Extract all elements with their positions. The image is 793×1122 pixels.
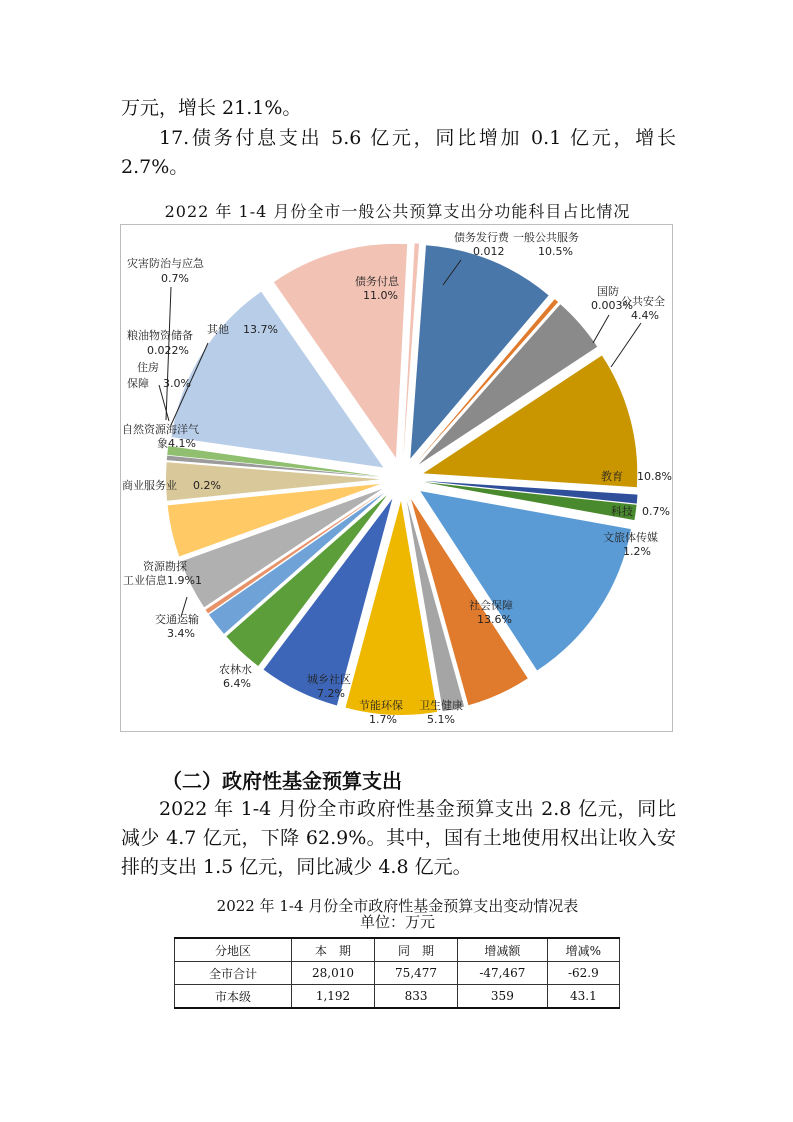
table-cell: 75,477 [375, 962, 458, 985]
table-cell: 28,010 [292, 962, 375, 985]
section-heading: （二）政府性基金预算支出 [162, 769, 402, 793]
table-cell: 1,192 [292, 985, 375, 1009]
label-other: 其他 [207, 323, 229, 336]
label-housing: 住房保障 3.0% [127, 361, 191, 390]
label-technology-pct: 0.7% [642, 505, 670, 518]
col-header-change-pct: 增减% [547, 938, 619, 962]
label-social-security: 社会保障 13.6% [469, 599, 513, 626]
label-natural-resources: 自然资源海洋气象4.1% [122, 423, 199, 450]
label-technology: 科技 [611, 505, 633, 518]
pie-chart [121, 225, 672, 731]
leader-line-defense [593, 315, 609, 343]
paragraph-continuation: 万元，增长 21.1%。 [121, 97, 302, 119]
label-health: 卫生健康 5.1% [419, 699, 463, 726]
label-fiscal-expense: 债务发行费 0.012 [454, 231, 509, 258]
label-public-security: 公共安全 4.4% [621, 295, 665, 322]
table-header-row [175, 938, 620, 962]
col-header-current: 本 期 [292, 938, 375, 962]
label-commerce: 商业服务业 [122, 479, 177, 492]
label-energy-saving: 节能环保 1.7% [359, 699, 403, 726]
label-other-pct: 13.7% [243, 323, 278, 336]
paragraph-debt-interest: 17.债务付息支出 5.6 亿元，同比增加 0.1 亿元，增长 2.7%。 [121, 127, 676, 178]
table-cell: 833 [375, 985, 458, 1009]
label-debt-interest: 债务付息 11.0% [355, 275, 399, 302]
label-disaster-prevention: 灾害防治与应急 0.7% [127, 257, 204, 285]
table-cell: 市本级 [175, 985, 292, 1009]
label-education: 教育 [601, 470, 623, 483]
table-cell: 43.1 [547, 985, 619, 1009]
leader-line-public-security [611, 323, 641, 367]
table-cell: 全市合计 [175, 962, 292, 985]
label-grain-reserve: 粮油物资储备 0.022% [127, 329, 193, 357]
table-row [175, 962, 620, 985]
table-row [175, 985, 620, 1009]
fund-expenditure-table [174, 937, 620, 1009]
paragraph-fund-budget: 2022 年 1-4 月份全市政府性基金预算支出 2.8 亿元，同比减少 4.7 亿元，下降 62.9%。其中，国有土地使用权出让收入安排的支出 1.5 亿元，同比减少 4.8 亿元。 [121, 798, 676, 878]
label-resource-exploration: 资源勘探工业信息1.9%1 [123, 560, 202, 587]
label-urban-rural: 城乡社区 7.2% [307, 673, 351, 700]
col-header-change: 增减额 [458, 938, 548, 962]
col-header-prior: 同 期 [375, 938, 458, 962]
label-agriculture: 农林水 6.4% [219, 663, 252, 690]
table-unit: 单位：万元 [359, 913, 435, 931]
label-defense: 国防 0.003% [591, 285, 633, 312]
table-cell: -62.9 [547, 962, 619, 985]
label-transport: 交通运输 3.4% [155, 613, 199, 640]
table-title: 2022 年 1-4 月份全市政府性基金预算支出变动情况表 [216, 897, 579, 915]
table-cell: -47,467 [458, 962, 548, 985]
label-culture-media: 文旅体传媒 1.2% [603, 531, 658, 558]
pie-chart-frame [120, 224, 673, 732]
label-education-pct: 10.8% [637, 470, 672, 483]
table-cell: 359 [458, 985, 548, 1009]
chart-title: 2022 年 1-4 月份全市一般公共预算支出分功能科目占比情况 [164, 202, 631, 221]
label-commerce-pct: 0.2% [193, 479, 221, 492]
col-header-region: 分地区 [175, 938, 292, 962]
label-general-public-service: 一般公共服务 10.5% [513, 231, 579, 258]
